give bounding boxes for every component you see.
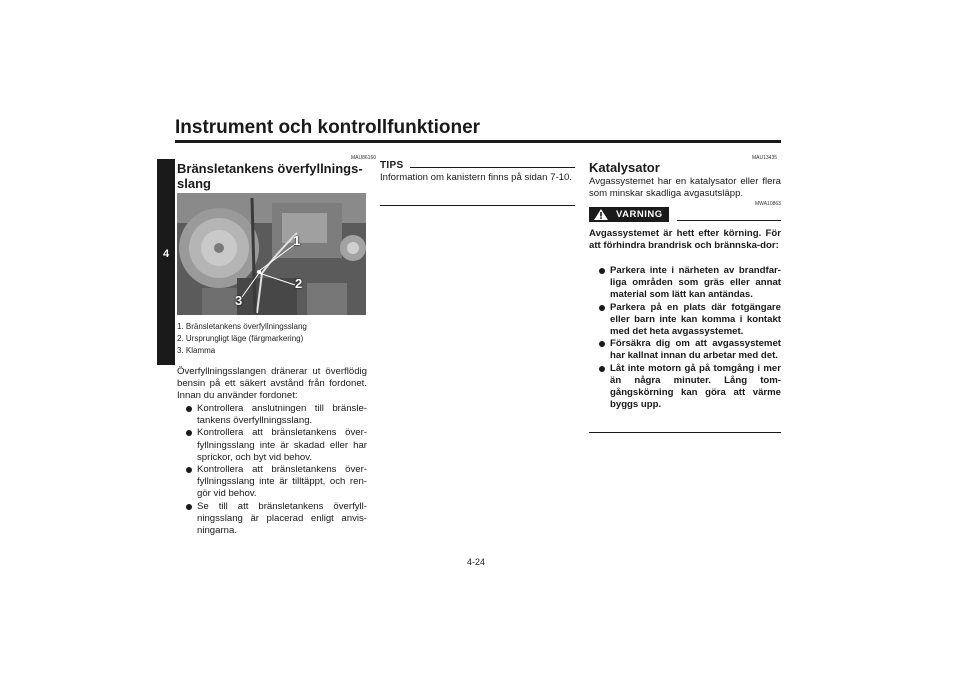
- tips-text: Information om kanistern finns på sidan 7-10.: [380, 172, 572, 183]
- list-item: Kontrollera anslutningen till bränsle-tankens överfyllningsslang.: [177, 403, 367, 427]
- section-heading-fuel-overflow: [177, 161, 369, 191]
- fuel-overflow-checklist: [177, 403, 367, 537]
- warning-rule: [677, 220, 781, 221]
- catalyst-intro: Avgassystemet har en katalysator eller flera som minskar skadliga avgasutsläpp.: [589, 176, 781, 200]
- callout-1: 1: [293, 233, 301, 248]
- warning-ref-code: MWA10863: [755, 201, 781, 207]
- chapter-title: Instrument och kontrollfunktioner: [175, 117, 481, 138]
- list-item: Kontrollera att bränsletankens över-fyllningsslang inte är tilltäppt, och ren-gör vid behov.: [177, 464, 367, 501]
- section-heading-line: Bränsletankens överfyllnings-: [177, 161, 363, 176]
- chapter-tab: [157, 159, 175, 365]
- list-item: Försäkra dig om att avgassystemet har kallnat innan du arbetar med det.: [589, 338, 781, 362]
- list-item: Kontrollera att bränsletankens över-fyllningsslang inte är skadad eller har sprickor, och byt vid behov.: [177, 427, 367, 464]
- chapter-number: 4: [163, 248, 170, 260]
- warning-triangle-icon: [594, 209, 608, 220]
- page-number: 4-24: [467, 557, 486, 567]
- section-heading-line: slang: [177, 176, 211, 191]
- section-ref-code: MAU86160: [351, 155, 377, 161]
- list-item: Parkera inte i närheten av brandfar-liga områden som gräs eller annat material som lätt kan antändas.: [589, 265, 781, 302]
- tips-rule-bottom: [380, 205, 575, 206]
- warning-rule-bottom: [589, 432, 781, 433]
- engine-illustration: [177, 193, 366, 315]
- section-ref-code: MAU13435: [752, 155, 778, 161]
- warning-label: VARNING: [616, 209, 663, 220]
- tips-rule-top: [410, 167, 575, 168]
- list-item: Se till att bränsletankens överfyll-ningsslang är placerad enligt anvis-ningarna.: [177, 501, 367, 538]
- list-item: Parkera på en plats där fotgängare eller barn inte kan komma i kontakt med det heta avgassystemet.: [589, 302, 781, 339]
- header-rule: [175, 140, 781, 143]
- warning-intro: Avgassystemet är hett efter körning. För att förhindra brandrisk och brännska-dor:: [589, 228, 781, 252]
- caption-3: 3. Klamma: [177, 346, 216, 355]
- engine-photo: [177, 193, 366, 315]
- caption-1: 1. Bränsletankens överfyllningsslang: [177, 322, 307, 331]
- caption-2: 2. Ursprungligt läge (färgmarkering): [177, 334, 304, 343]
- list-item: Låt inte motorn gå på tomgång i mer än några minuter. Lång tom-gångskörning kan göra att värme byggs upp.: [589, 363, 781, 412]
- callout-3: 3: [235, 293, 243, 308]
- warning-badge: [589, 207, 669, 222]
- callout-2: 2: [295, 276, 303, 291]
- tips-label: TIPS: [380, 160, 404, 171]
- section-heading-catalyst: Katalysator: [589, 160, 660, 175]
- warning-list: [589, 265, 781, 411]
- fuel-overflow-intro: Överfyllningsslangen dränerar ut överflödig bensin på ett säkert avstånd från fordonet. Innan du använder fordonet:: [177, 366, 367, 402]
